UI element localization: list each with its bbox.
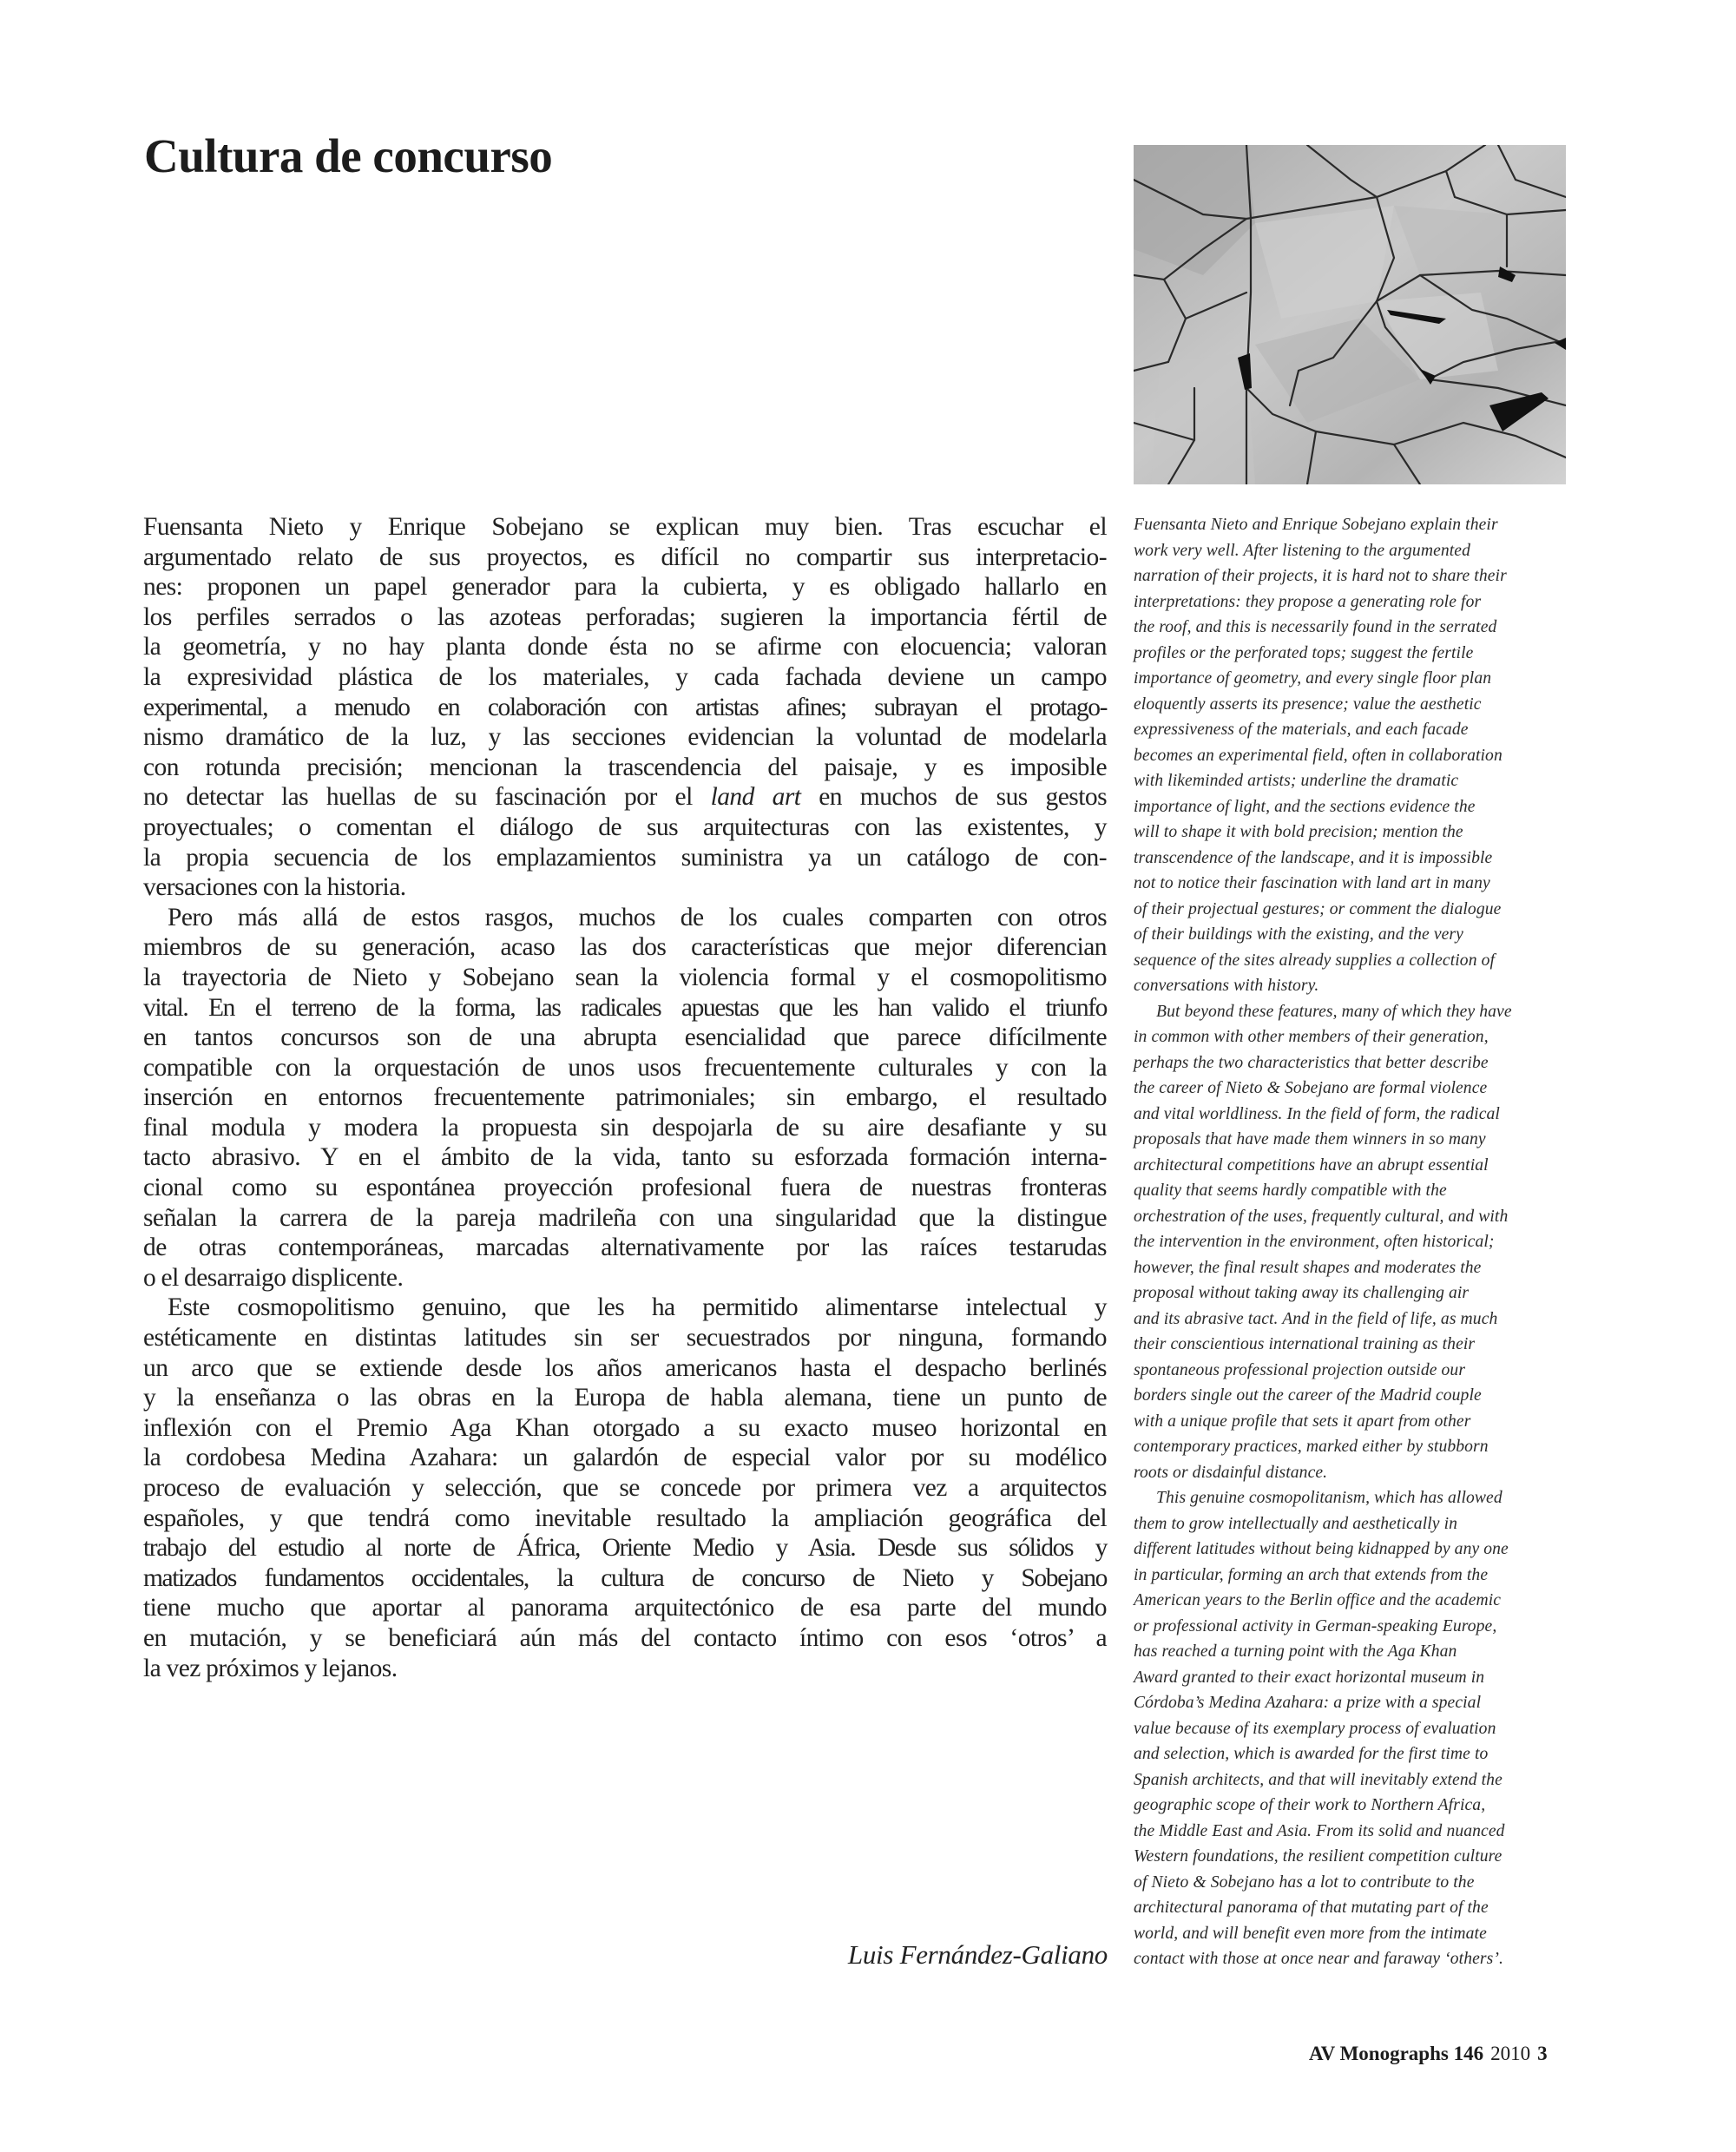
text-line: y la enseñanza o las obras en la Europa de habla alemana, tiene un punto de xyxy=(143,1384,1107,1412)
text-line: transcendence of the landscape, and it is impossible xyxy=(1134,848,1493,867)
text-line: But beyond these features, many of which they have xyxy=(1156,1002,1512,1021)
text-line: contemporary practices, marked either by stubborn xyxy=(1134,1438,1489,1456)
text-line: roots or disdainful distance. xyxy=(1134,1463,1328,1482)
text-line: architectural panorama of that mutating part of the xyxy=(1134,1899,1489,1917)
text-line: la vez próximos y lejanos. xyxy=(143,1654,398,1682)
text-line: Córdoba’s Medina Azahara: a prize with a special xyxy=(1134,1694,1482,1712)
publication-year: 2010 xyxy=(1490,2043,1531,2064)
text-line: perhaps the two characteristics that better describe xyxy=(1134,1053,1489,1072)
text-line: the intervention in the environment, often historical; xyxy=(1134,1233,1495,1251)
text-line: and its abrasive tact. And in the field of life, as much xyxy=(1134,1309,1498,1328)
text-line: different latitudes without being kidnapped by any one xyxy=(1134,1540,1509,1558)
text-line: conversations with history. xyxy=(1134,977,1319,995)
text-line: not to notice their fascination with land art in many xyxy=(1134,874,1490,892)
text-line: nes: proponen un papel generador para la cubierta, y es obligado hallarlo en xyxy=(143,573,1107,602)
text-line: con rotunda precisión; mencionan la trascendencia del paisaje, y es imposible xyxy=(143,753,1107,781)
text-line: world, and will benefit even more from the intimate xyxy=(1134,1924,1487,1943)
text-line: American years to the Berlin office and the academic xyxy=(1134,1591,1502,1609)
text-line: spontaneous professional projection outside our xyxy=(1134,1360,1466,1379)
text-line: españoles, y que tendrá como inevitable resultado la ampliación geográfica del xyxy=(143,1504,1107,1532)
text-line: will to shape it with bold precision; mention the xyxy=(1134,823,1463,841)
text-line: them to grow intellectually and aesthetically in xyxy=(1134,1514,1458,1533)
text-line: Este cosmopolitismo genuino, que les ha permitido alimentarse intelectual y xyxy=(168,1293,1107,1322)
text-line: cional como su espontánea proyección profesional fuera de nuestras fronteras xyxy=(143,1174,1107,1202)
text-line: the roof, and this is necessarily found in the serrated xyxy=(1134,618,1497,636)
text-line: or professional activity in German-speaking Europe, xyxy=(1134,1616,1497,1635)
text-line: experimental, a menudo en colaboración con artistas afines; subrayan el protago- xyxy=(143,693,1107,721)
text-line: tacto abrasivo. Y en el ámbito de la vida, tanto su esforzada formación interna- xyxy=(143,1143,1107,1172)
text-line: proceso de evaluación y selección, que se concede por primera vez a arquitectos xyxy=(143,1474,1107,1502)
page-title: Cultura de concurso xyxy=(144,129,553,182)
text-line: becomes an experimental field, often in collaboration xyxy=(1134,746,1503,765)
cracked-surface-photo xyxy=(1134,145,1566,484)
page-number: 3 xyxy=(1537,2043,1548,2064)
text-line: proyectuales; o comentan el diálogo de sus arquitecturas con las existentes, y xyxy=(143,813,1107,841)
text-line: Western foundations, the resilient competition culture xyxy=(1134,1847,1503,1866)
text-line: vital. En el terreno de la forma, las radicales apuestas que les han valido el triunfo xyxy=(143,993,1107,1022)
text-line: final modula y modera la propuesta sin despojarla de su aire desafiante y su xyxy=(143,1113,1107,1142)
text-line: in common with other members of their generation, xyxy=(1134,1028,1489,1046)
text-line: with a unique profile that sets it apart from other xyxy=(1134,1412,1471,1431)
text-line: nismo dramático de la luz, y las secciones evidencian la voluntad de modelarla xyxy=(143,723,1107,752)
publication-name: AV Monographs 146 xyxy=(1309,2043,1484,2064)
text-line: profiles or the perforated tops; suggest the fertile xyxy=(1134,643,1474,662)
text-line: un arco que se extiende desde los años americanos hasta el despacho berlinés xyxy=(143,1353,1107,1382)
text-line: of their projectual gestures; or comment the dialogue xyxy=(1134,899,1502,918)
text-line: Fuensanta Nieto and Enrique Sobejano explain their xyxy=(1134,516,1498,534)
photo-image-icon xyxy=(1134,145,1566,484)
text-line: however, the final result shapes and moderates the xyxy=(1134,1258,1482,1277)
text-line: argumentado relato de sus proyectos, es difícil no compartir sus interpretacio- xyxy=(143,543,1107,571)
text-line: interpretations: they propose a generating role for xyxy=(1134,592,1482,611)
text-line: proposals that have made them winners in so many xyxy=(1134,1130,1486,1148)
spanish-body-text xyxy=(143,512,1107,1683)
text-line: of Nieto & Sobejano has a lot to contribute to the xyxy=(1134,1872,1475,1892)
text-line: work very well. After listening to the argumented xyxy=(1134,541,1471,560)
text-line: estéticamente en distintas latitudes sin ser secuestrados por ninguna, formando xyxy=(143,1324,1107,1352)
text-line: the career of Nieto & Sobejano are formal violence xyxy=(1134,1079,1488,1097)
text-line: o el desarraigo displicente. xyxy=(143,1263,404,1292)
text-line: inserción en entornos frecuentemente patrimoniales; sin embargo, el resultado xyxy=(143,1083,1107,1112)
author-signature: Luis Fernández-Galiano xyxy=(847,1939,1108,1970)
text-line: eloquently asserts its presence; value the aesthetic xyxy=(1134,694,1482,714)
text-line: sequence of the sites already supplies a collection of xyxy=(1134,951,1496,970)
text-line: of their buildings with the existing, and the very xyxy=(1134,925,1463,944)
english-translation-text xyxy=(1134,512,1602,1972)
text-line: value because of its exemplary process of evaluation xyxy=(1134,1719,1496,1738)
text-line: expressiveness of the materials, and each facade xyxy=(1134,721,1469,739)
text-line: tiene mucho que aportar al panorama arquitectónico de esa parte del mundo xyxy=(143,1594,1107,1622)
text-line: Fuensanta Nieto y Enrique Sobejano se explican muy bien. Tras escuchar el xyxy=(143,513,1107,541)
text-line: proposal without taking away its challenging air xyxy=(1134,1284,1470,1302)
text-line: la geometría, y no hay planta donde ésta no se afirme con elocuencia; valoran xyxy=(143,633,1107,661)
text-line: orchestration of the uses, frequently cultural, and with xyxy=(1134,1207,1509,1226)
text-line: versaciones con la historia. xyxy=(143,873,406,902)
text-line: and selection, which is awarded for the first time to xyxy=(1134,1745,1489,1763)
text-line: no detectar las huellas de su fascinación por el land art en muchos de sus gestos xyxy=(143,783,1107,812)
text-line: This genuine cosmopolitanism, which has allowed xyxy=(1156,1489,1503,1507)
text-line: importance of light, and the sections evidence the xyxy=(1134,797,1476,816)
text-line: in particular, forming an arch that extends from the xyxy=(1134,1565,1489,1584)
text-line: la expresividad plástica de los materiales, y cada fachada deviene un campo xyxy=(143,662,1107,691)
text-line: architectural competitions have an abrupt essential xyxy=(1134,1155,1489,1175)
text-line: miembros de su generación, acaso las dos características que mejor diferencian xyxy=(143,933,1107,962)
text-line: and vital worldliness. In the field of form, the radical xyxy=(1134,1104,1500,1123)
text-line: Spanish architects, and that will inevitably extend the xyxy=(1134,1770,1503,1789)
text-line: los perfiles serrados o las azoteas perforadas; sugieren la importancia fértil de xyxy=(143,602,1107,631)
text-line: importance of geometry, and every single floor plan xyxy=(1134,669,1492,688)
text-line: inflexión con el Premio Aga Khan otorgado a su exacto museo horizontal en xyxy=(143,1413,1107,1442)
text-line: trabajo del estudio al norte de África, Oriente Medio y Asia. Desde sus sólidos y xyxy=(143,1534,1107,1563)
text-line: Award granted to their exact horizontal museum in xyxy=(1134,1668,1485,1687)
page-footer xyxy=(1309,2043,1548,2065)
text-line: Pero más allá de estos rasgos, muchos de los cuales comparten con otros xyxy=(168,903,1107,931)
italic-term: land art xyxy=(710,783,801,812)
text-line: contact with those at once near and faraway ‘others’. xyxy=(1134,1950,1503,1968)
text-line: matizados fundamentos occidentales, la cultura de concurso de Nieto y Sobejano xyxy=(143,1563,1107,1592)
text-line: with likeminded artists; underline the dramatic xyxy=(1134,772,1459,790)
text-line: geographic scope of their work to Northern Africa, xyxy=(1134,1796,1486,1814)
text-line: la trayectoria de Nieto y Sobejano sean la violencia formal y el cosmopolitismo xyxy=(143,963,1107,991)
text-line: en mutación, y se beneficiará aún más del contacto íntimo con esos ‘otros’ a xyxy=(143,1623,1107,1652)
text-line: la propia secuencia de los emplazamientos suministra ya un catálogo de con- xyxy=(143,843,1107,872)
text-line: de otras contemporáneas, marcadas alternativamente por las raíces testarudas xyxy=(143,1234,1107,1262)
text-line: compatible con la orquestación de unos usos frecuentemente culturales y con la xyxy=(143,1053,1107,1082)
text-line: narration of their projects, it is hard not to share their xyxy=(1134,567,1507,585)
text-line: has reached a turning point with the Aga Khan xyxy=(1134,1642,1457,1661)
text-line: the Middle East and Asia. From its solid and nuanced xyxy=(1134,1821,1505,1840)
text-line: borders single out the career of the Madrid couple xyxy=(1134,1386,1482,1405)
text-line: la cordobesa Medina Azahara: un galardón de especial valor por su modélico xyxy=(143,1444,1107,1472)
text-line: señalan la carrera de la pareja madrileña con una singularidad que la distingue xyxy=(143,1203,1107,1232)
text-line: their conscientious international training as their xyxy=(1134,1335,1476,1353)
text-line: quality that seems hardly compatible with the xyxy=(1134,1181,1447,1200)
text-line: en tantos concursos son de una abrupta esencialidad que parece difícilmente xyxy=(143,1023,1107,1052)
